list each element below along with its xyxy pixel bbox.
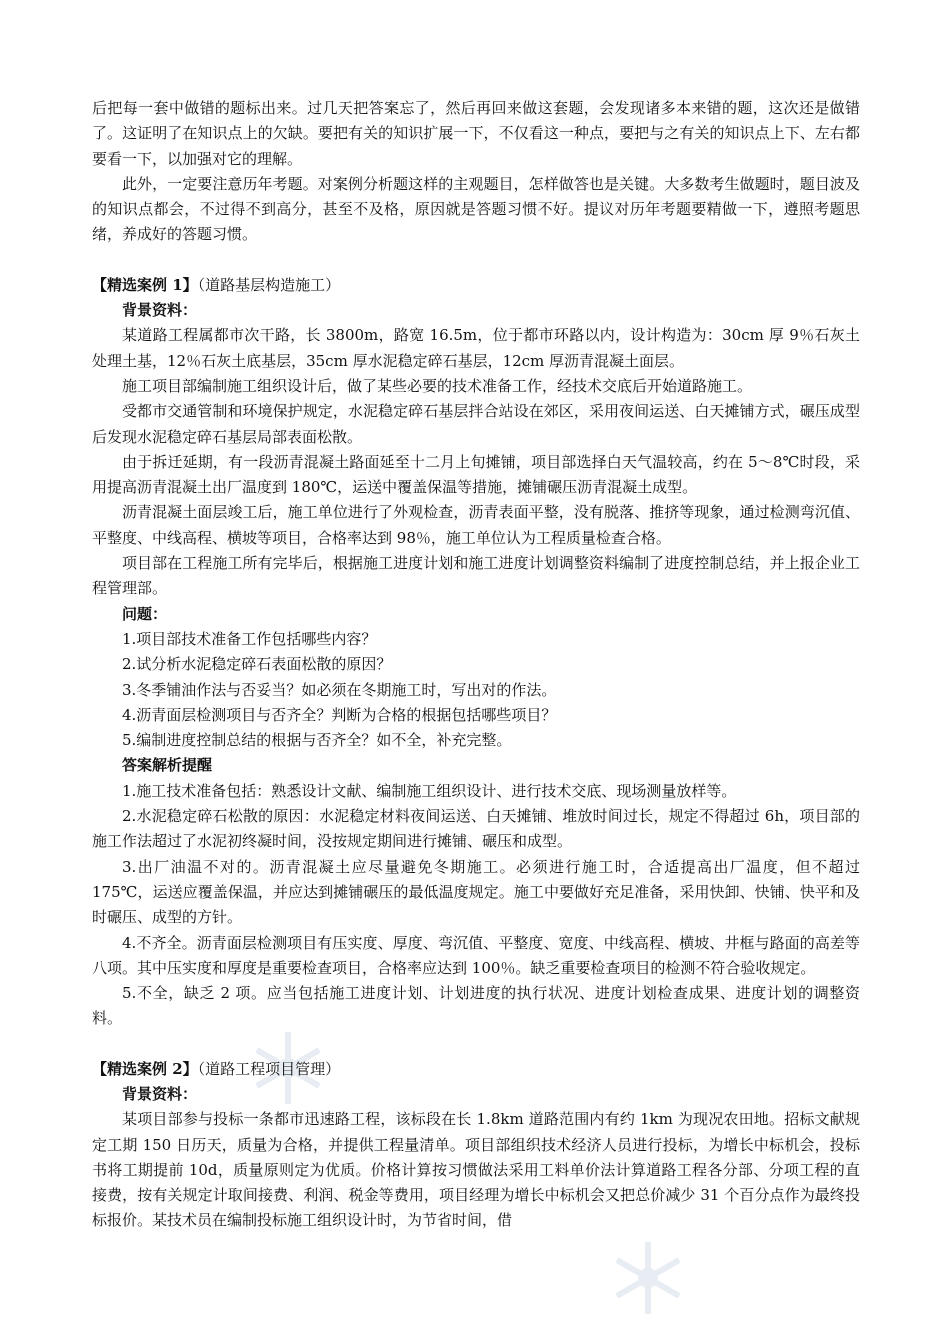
case1-background-paragraph: 受都市交通管制和环境保护规定，水泥稳定碎石基层拌合站设在郊区，采用夜间运送、白天摊铺方式，碾压成型后发现水泥稳定碎石基层局部表面松散。: [92, 402, 860, 446]
case1-background-paragraph: 沥青混凝土面层竣工后，施工单位进行了外观检查，沥青表面平整，没有脱落、推挤等现象，通过检测弯沉值、平整度、中线高程、横坡等项目，合格率达到 98％，施工单位认为工程质量检查合格。: [92, 503, 860, 547]
case1-label: 【精选案例 1】: [92, 275, 198, 294]
intro-paragraph: 此外，一定要注意历年考题。对案例分析题这样的主观题目，怎样做答也是关键。大多数考生做题时，题目波及的知识点都会，不过得不到高分，甚至不及格，原因就是答题习惯不好。提议对历年考题要精做一下，遵照考题思绪，养成好的答题习惯。: [92, 174, 860, 244]
case2-title: [92, 1057, 860, 1082]
case1-answers-heading: 答案解析提醒: [122, 756, 213, 775]
case1-background-paragraph: 施工项目部编制施工组织设计后，做了某些必要的技术准备工作，经技术交底后开始道路施工。: [122, 376, 753, 395]
case1-question: 2.试分析水泥稳定碎石表面松散的原因？: [122, 655, 392, 674]
case1-questions-heading: 问题：: [122, 604, 168, 623]
document-page: [92, 96, 860, 1234]
case1-answer: 3.出厂油温不对的。沥青混凝土应尽量避免冬期施工。必须进行施工时，合适提高出厂温度，但不超过 175℃，运送应覆盖保温，并应达到摊铺碾压的最低温度规定。施工中要做好充足准备，采用快卸、快铺、快平和及时碾压、成型的方针。: [92, 857, 860, 927]
case2-background-paragraph: 某项目部参与投标一条都市迅速路工程，该标段在长 1.8km 道路范围内有约 1km 为现况农田地。招标文献规定工期 150 日历天，质量为合格，并提供工程量清单。项目部组织技术经济人员进行投标，为增长中标机会，投标书将工期提前 10d，质量原则定为优质。价格计算按习惯做法采用工料单价法计算道路工程各分部、分项工程的直接费，按有关规定计取间接费、利润、税金等费用，项目经理为增长中标机会又把总价减少 31 个百分点作为最终投标报价。某技术员在编制投标施工组织设计时，为节省时间，借: [92, 1110, 860, 1230]
case1-answer: 2.水泥稳定碎石松散的原因：水泥稳定材料夜间运送、白天摊铺、堆放时间过长，规定不得超过 6h，项目部的施工作法超过了水泥初终凝时间，没按规定期间进行摊铺、碾压和成型。: [92, 807, 860, 851]
case1-background-paragraph: 某道路工程属都市次干路，长 3800m，路宽 16.5m，位于都市环路以内，设计构造为：30cm 厚 9％石灰土处理土基，12％石灰土底基层，35cm 厚水泥稳定碎石基层，12cm 厚沥青混凝土面层。: [92, 326, 860, 370]
case1-answer: 1.施工技术准备包括：熟悉设计文献、编制施工组织设计、进行技术交底、现场测量放样等。: [122, 781, 737, 800]
case1-question: 3.冬季铺油作法与否妥当？如必须在冬期施工时，写出对的作法。: [122, 680, 557, 699]
case2-background-heading: 背景资料：: [122, 1084, 198, 1103]
case2-label: 【精选案例 2】: [92, 1059, 198, 1078]
intro-paragraph: 后把每一套中做错的题标出来。过几天把答案忘了，然后再回来做这套题，会发现诸多本来错的题，这次还是做错了。这证明了在知识点上的欠缺。要把有关的知识扩展一下，不仅看这一种点，要把与之有关的知识点上下、左右都要看一下，以加强对它的理解。: [92, 99, 860, 168]
case1-topic: （道路基层构造施工）: [197, 275, 341, 294]
watermark-snowflake-icon: [608, 1238, 688, 1318]
case1-question: 5.编制进度控制总结的根据与否齐全？如不全，补充完整。: [122, 731, 512, 750]
case2-topic: （道路工程项目管理）: [197, 1059, 341, 1078]
case1-question: 4.沥青面层检测项目与否齐全？判断为合格的根据包括哪些项目？: [122, 705, 557, 724]
case1-answer: 5.不全，缺乏 2 项。应当包括施工进度计划、计划进度的执行状况、进度计划检查成果、进度计划的调整资料。: [92, 984, 860, 1028]
case1-background-paragraph: 由于拆迁延期，有一段沥青混凝土路面延至十二月上旬摊铺，项目部选择白天气温较高，约在 5～8℃时段，采用提高沥青混凝土出厂温度到 180℃，运送中覆盖保温等措施，摊铺碾压沥青混凝土成型。: [92, 452, 860, 497]
case1-title: [92, 273, 860, 298]
case1-question: 1.项目部技术准备工作包括哪些内容？: [122, 629, 377, 648]
case1-answer: 4.不齐全。沥青面层检测项目有压实度、厚度、弯沉值、平整度、宽度、中线高程、横坡、井框与路面的高差等八项。其中压实度和厚度是重要检查项目，合格率应达到 100％。缺乏重要检查项目的检测不符合验收规定。: [92, 933, 860, 977]
case1-background-heading: 背景资料：: [122, 301, 198, 320]
case1-background-paragraph: 项目部在工程施工所有完毕后，根据施工进度计划和施工进度计划调整资料编制了进度控制总结，并上报企业工程管理部。: [92, 554, 860, 598]
